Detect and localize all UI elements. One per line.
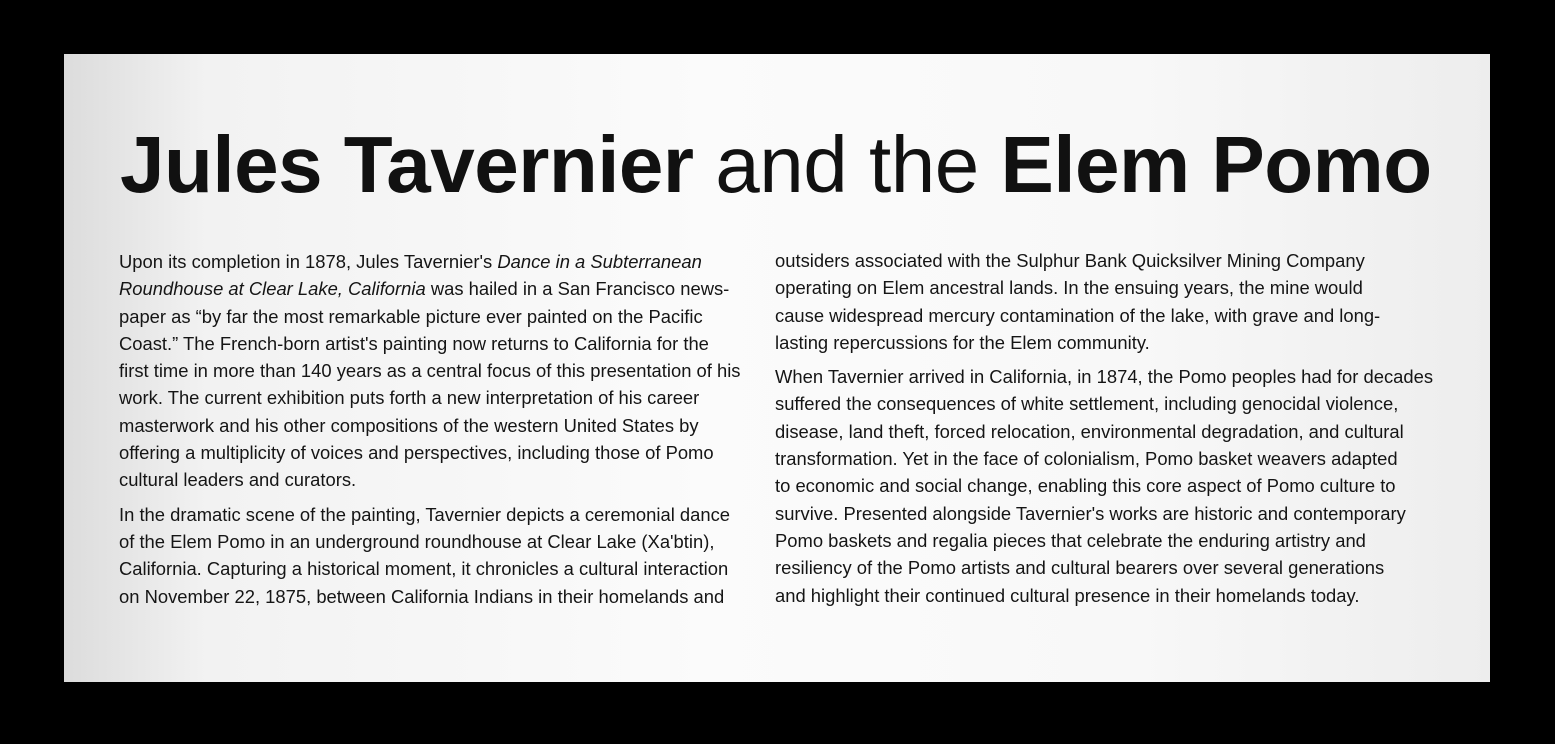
text-line: cause widespread mercury contamination of the lake, with grave and long- [775,304,1381,326]
text-line: of the Elem Pomo in an underground roundhouse at Clear Lake (Xa'btin), [119,530,715,552]
text-line: Coast.” The French-born artist's painting now returns to California for the [119,332,709,354]
text-line: survive. Presented alongside Tavernier's works are historic and contemporary [775,502,1406,524]
text-line: transformation. Yet in the face of colonialism, Pomo basket weavers adapted [775,448,1398,470]
painting-scene-paragraph [119,501,759,610]
text-line: on November 22, 1875, between California Indians in their homelands and [119,585,725,607]
painting-title-italic: Roundhouse at Clear Lake, California [119,278,426,300]
right-text-column [775,247,1447,609]
text-line: cultural leaders and curators. [119,469,357,491]
text-line: outsiders associated with the Sulphur Bank Quicksilver Mining Company [775,250,1365,271]
text-line [119,248,759,275]
text-line: suffered the consequences of white settlement, including genocidal violence, [775,393,1399,415]
exhibition-title [120,120,1440,210]
intro-paragraph [119,248,759,494]
text-line: California. Capturing a historical moment, it chronicles a cultural interaction [119,558,729,580]
text-segment: Upon its completion in 1878, Jules Tavernier's [119,251,498,272]
pomo-history-paragraph [775,363,1447,609]
mining-company-paragraph [775,247,1447,356]
text-line: and highlight their continued cultural presence in their homelands today. [775,584,1360,606]
text-line: first time in more than 140 years as a central focus of this presentation of his [119,360,741,382]
text-line: operating on Elem ancestral lands. In the ensuing years, the mine would [775,277,1363,299]
left-text-column [119,248,759,610]
text-segment: was hailed in a San Francisco news- [425,278,730,300]
text-line: to economic and social change, enabling this core aspect of Pomo culture to [775,475,1396,497]
text-line: paper as “by far the most remarkable picture ever painted on the Pacific [119,305,703,327]
title-people-name: Elem Pomo [1000,120,1432,209]
text-line: Pomo baskets and regalia pieces that celebrate the enduring artistry and [775,529,1366,551]
wall-text-panel [64,54,1490,682]
title-artist-name: Jules Tavernier [120,120,694,209]
text-line: disease, land theft, forced relocation, environmental degradation, and cultural [775,420,1404,442]
text-line: resiliency of the Pomo artists and cultural bearers over several generations [775,557,1385,579]
text-line: offering a multiplicity of voices and perspectives, including those of Pomo [119,442,714,464]
text-line: masterwork and his other compositions of the western United States by [119,414,699,436]
title-connector: and the [715,120,979,209]
text-line [119,275,759,302]
text-line: In the dramatic scene of the painting, Tavernier depicts a ceremonial dance [119,503,730,525]
text-line: lasting repercussions for the Elem community. [775,331,1150,353]
painting-title-italic: Dance in a Subterranean [497,251,702,272]
text-line: When Tavernier arrived in California, in 1874, the Pomo peoples had for decades [775,366,1434,388]
text-line: work. The current exhibition puts forth a new interpretation of his career [119,387,700,409]
